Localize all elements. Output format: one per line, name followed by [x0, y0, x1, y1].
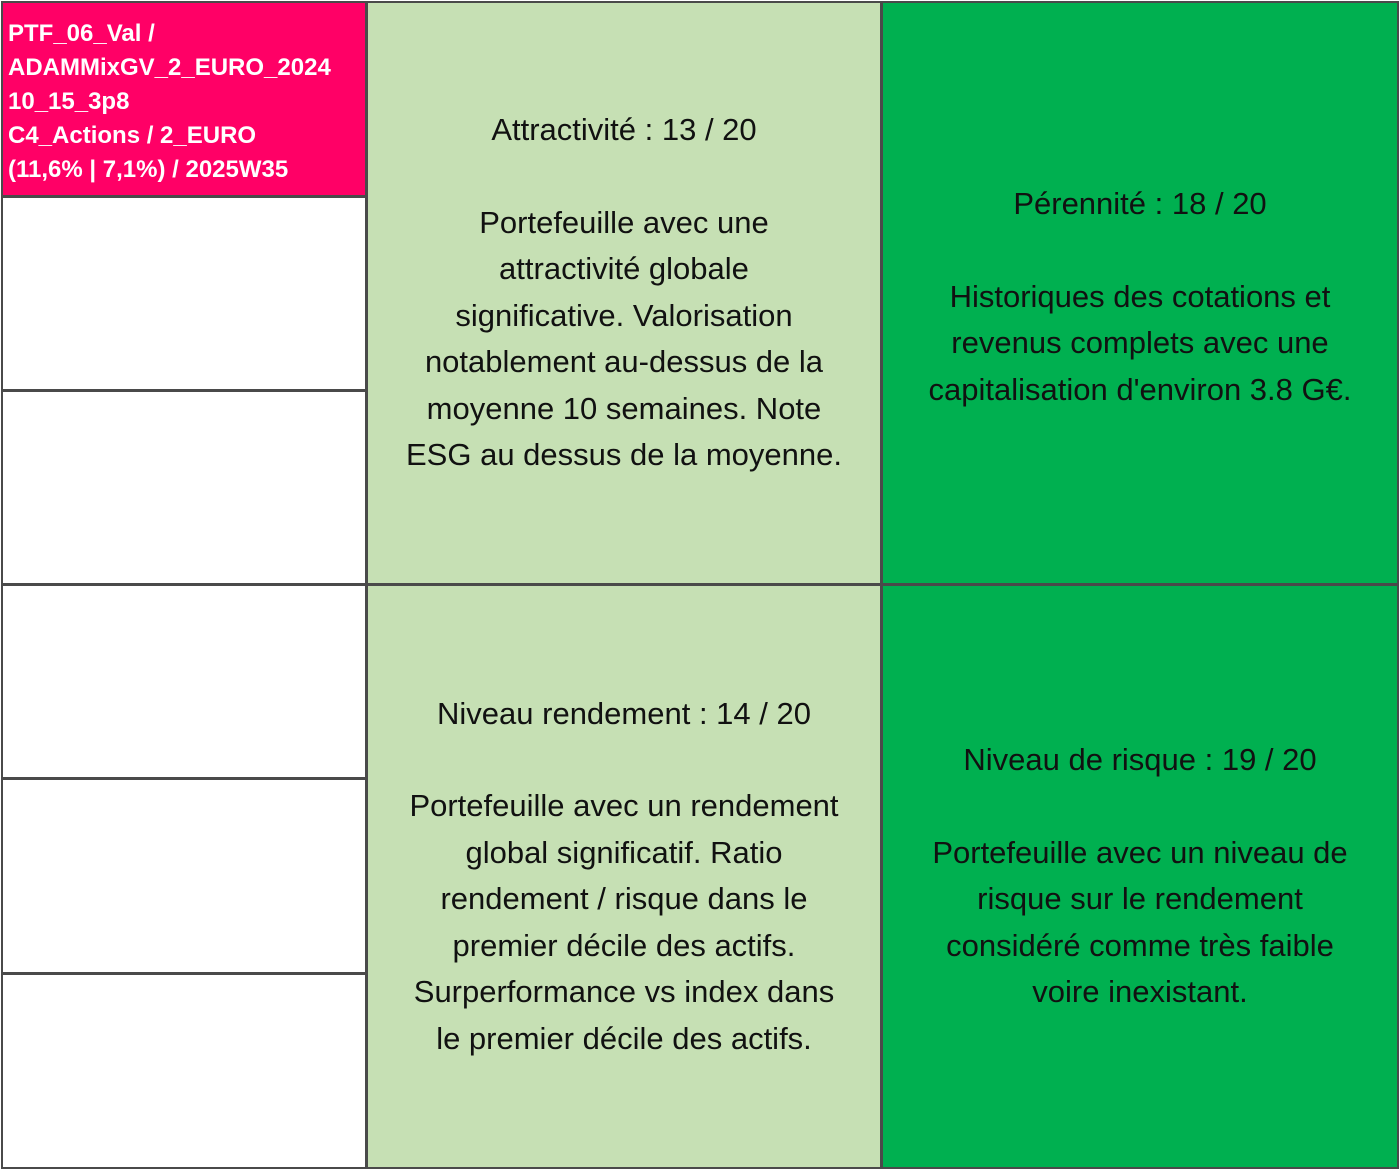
empty-cell [1, 584, 367, 779]
attractivite-cell [366, 1, 882, 585]
empty-cell [1, 196, 367, 391]
description-line: considéré comme très faible [946, 927, 1334, 963]
empty-cell [1, 973, 367, 1169]
perennite-score: Pérennité : 18 / 20 [1013, 186, 1267, 221]
risque-cell [881, 584, 1399, 1169]
attractivite-score: Attractivité : 13 / 20 [491, 112, 757, 148]
description-line: Portefeuille avec un niveau de [932, 834, 1348, 870]
portfolio-title-line: ADAMMixGV_2_EURO_2024 [8, 54, 331, 81]
description-line: attractivité globale [499, 251, 749, 287]
description-line: rendement / risque dans le [440, 881, 808, 917]
portfolio-title-cell [1, 1, 367, 197]
perennite-description [929, 274, 1352, 414]
description-line: notablement au-dessus de la [424, 344, 824, 380]
description-line: global significatif. Ratio [465, 834, 783, 870]
description-line: ESG au dessus de la moyenne. [406, 437, 842, 473]
description-line: Historiques des cotations et [949, 278, 1331, 314]
portfolio-title-line: 10_15_3p8 [8, 88, 130, 115]
rendement-score: Niveau rendement : 14 / 20 [437, 695, 811, 731]
description-line: risque sur le rendement [977, 881, 1303, 917]
description-line: capitalisation d'environ 3.8 G€. [928, 371, 1352, 407]
description-line: voire inexistant. [1032, 974, 1248, 1010]
description-line: moyenne 10 semaines. Note [426, 390, 822, 426]
description-line: Portefeuille avec un rendement [409, 788, 839, 824]
description-line: significative. Valorisation [455, 297, 793, 333]
portfolio-title-line: PTF_06_Val / [8, 20, 155, 47]
perennite-cell [881, 1, 1399, 585]
empty-cell [1, 390, 367, 585]
risque-score: Niveau de risque : 19 / 20 [963, 742, 1317, 778]
risque-description [932, 830, 1347, 1016]
description-line: le premier décile des actifs. [436, 1020, 812, 1056]
rendement-cell [366, 584, 882, 1169]
description-line: Portefeuille avec une [479, 204, 769, 240]
description-line: premier décile des actifs. [452, 927, 796, 963]
portfolio-title-line: C4_Actions / 2_EURO [8, 122, 257, 149]
description-line: revenus complets avec une [951, 325, 1329, 360]
rendement-description [409, 783, 838, 1062]
empty-cell [1, 778, 367, 974]
attractivite-description [406, 200, 842, 479]
description-line: Surperformance vs index dans [413, 974, 835, 1010]
portfolio-title-line: (11,6% | 7,1%) / 2025W35 [8, 156, 289, 183]
